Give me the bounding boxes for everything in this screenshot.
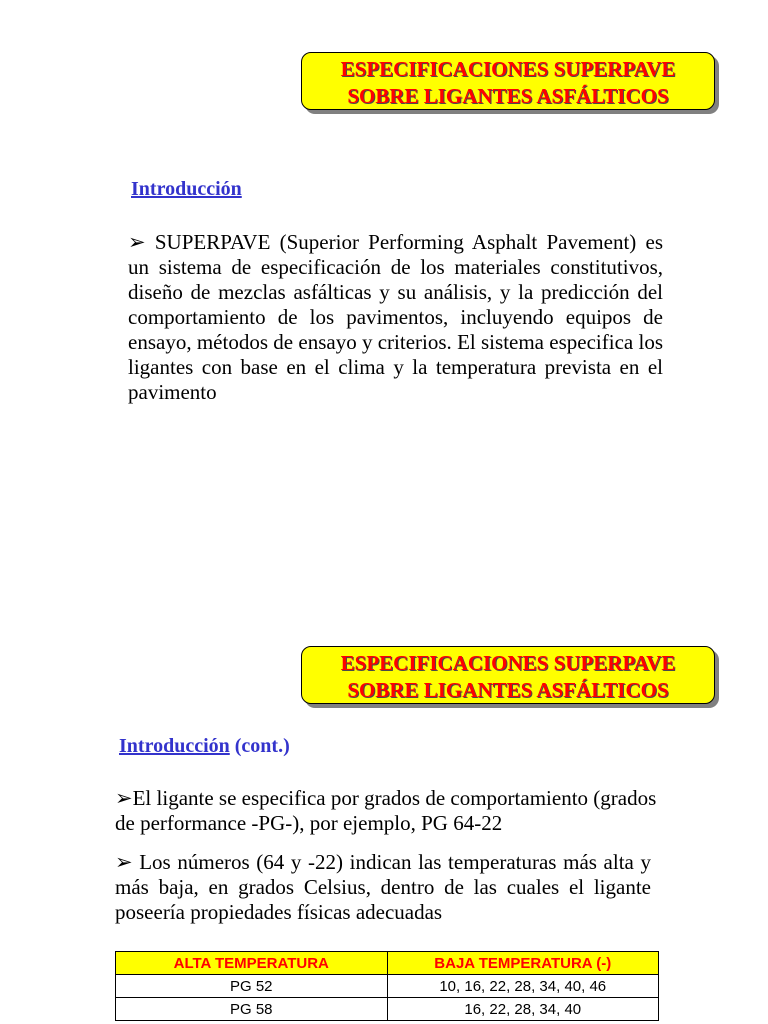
slide2-title-box — [301, 646, 715, 704]
slide2-heading — [119, 735, 290, 758]
slide2-heading-link[interactable]: Introducción — [119, 735, 230, 757]
table-cell: PG 58 — [116, 998, 388, 1021]
slide2-heading-suffix: (cont.) — [229, 735, 290, 757]
slide2-title-line1: ESPECIFICACIONES SUPERPAVE — [340, 651, 676, 675]
bullet-arrow-icon: ➢ — [115, 786, 133, 810]
slide2-bullet1 — [115, 786, 663, 836]
table-row — [116, 975, 659, 998]
slide1-title-line2: SOBRE LIGANTES ASFÁLTICOS — [347, 84, 669, 108]
table-header-row — [116, 952, 659, 975]
slide2-bullet1-text: El ligante se especifica por grados de comportamiento (grados de performance -PG-), por ejemplo, PG 64-22 — [115, 786, 657, 835]
slide2-bullet2-text: Los números (64 y -22) indican las temperaturas más alta y más baja, en grados Celsius, dentro de las cuales el ligante poseería propiedades físicas adecuadas — [115, 850, 651, 924]
table-header-cell: BAJA TEMPERATURA (-) — [387, 952, 659, 975]
slide1-paragraph — [128, 230, 663, 405]
table-row — [116, 998, 659, 1021]
table-cell: 10, 16, 22, 28, 34, 40, 46 — [387, 975, 659, 998]
table-cell: 16, 22, 28, 34, 40 — [387, 998, 659, 1021]
slide2-bullet2 — [115, 850, 651, 925]
slide1-title-box — [301, 52, 715, 110]
slide1-paragraph-text: SUPERPAVE (Superior Performing Asphalt Pavement) es un sistema de especificación de los materiales constitutivos, diseño de mezclas asfálticas y su análisis, y la predicción del comportamiento de los pavimentos, incluyendo equipos de ensayo, métodos de ensayo y criterios. El sistema especifica los ligantes con base en el clima y la temperatura prevista en el pavimento — [128, 230, 663, 404]
slide1-heading-link[interactable]: Introducción — [131, 178, 242, 200]
slide2-title-line2: SOBRE LIGANTES ASFÁLTICOS — [347, 678, 669, 702]
bullet-arrow-icon: ➢ — [115, 850, 133, 874]
table-cell: PG 52 — [116, 975, 388, 998]
table-header-cell: ALTA TEMPERATURA — [116, 952, 388, 975]
slide1-heading — [131, 178, 242, 201]
temperature-grade-table — [115, 951, 659, 1021]
slide1-title-line1: ESPECIFICACIONES SUPERPAVE — [340, 57, 676, 81]
bullet-arrow-icon: ➢ — [128, 230, 146, 254]
